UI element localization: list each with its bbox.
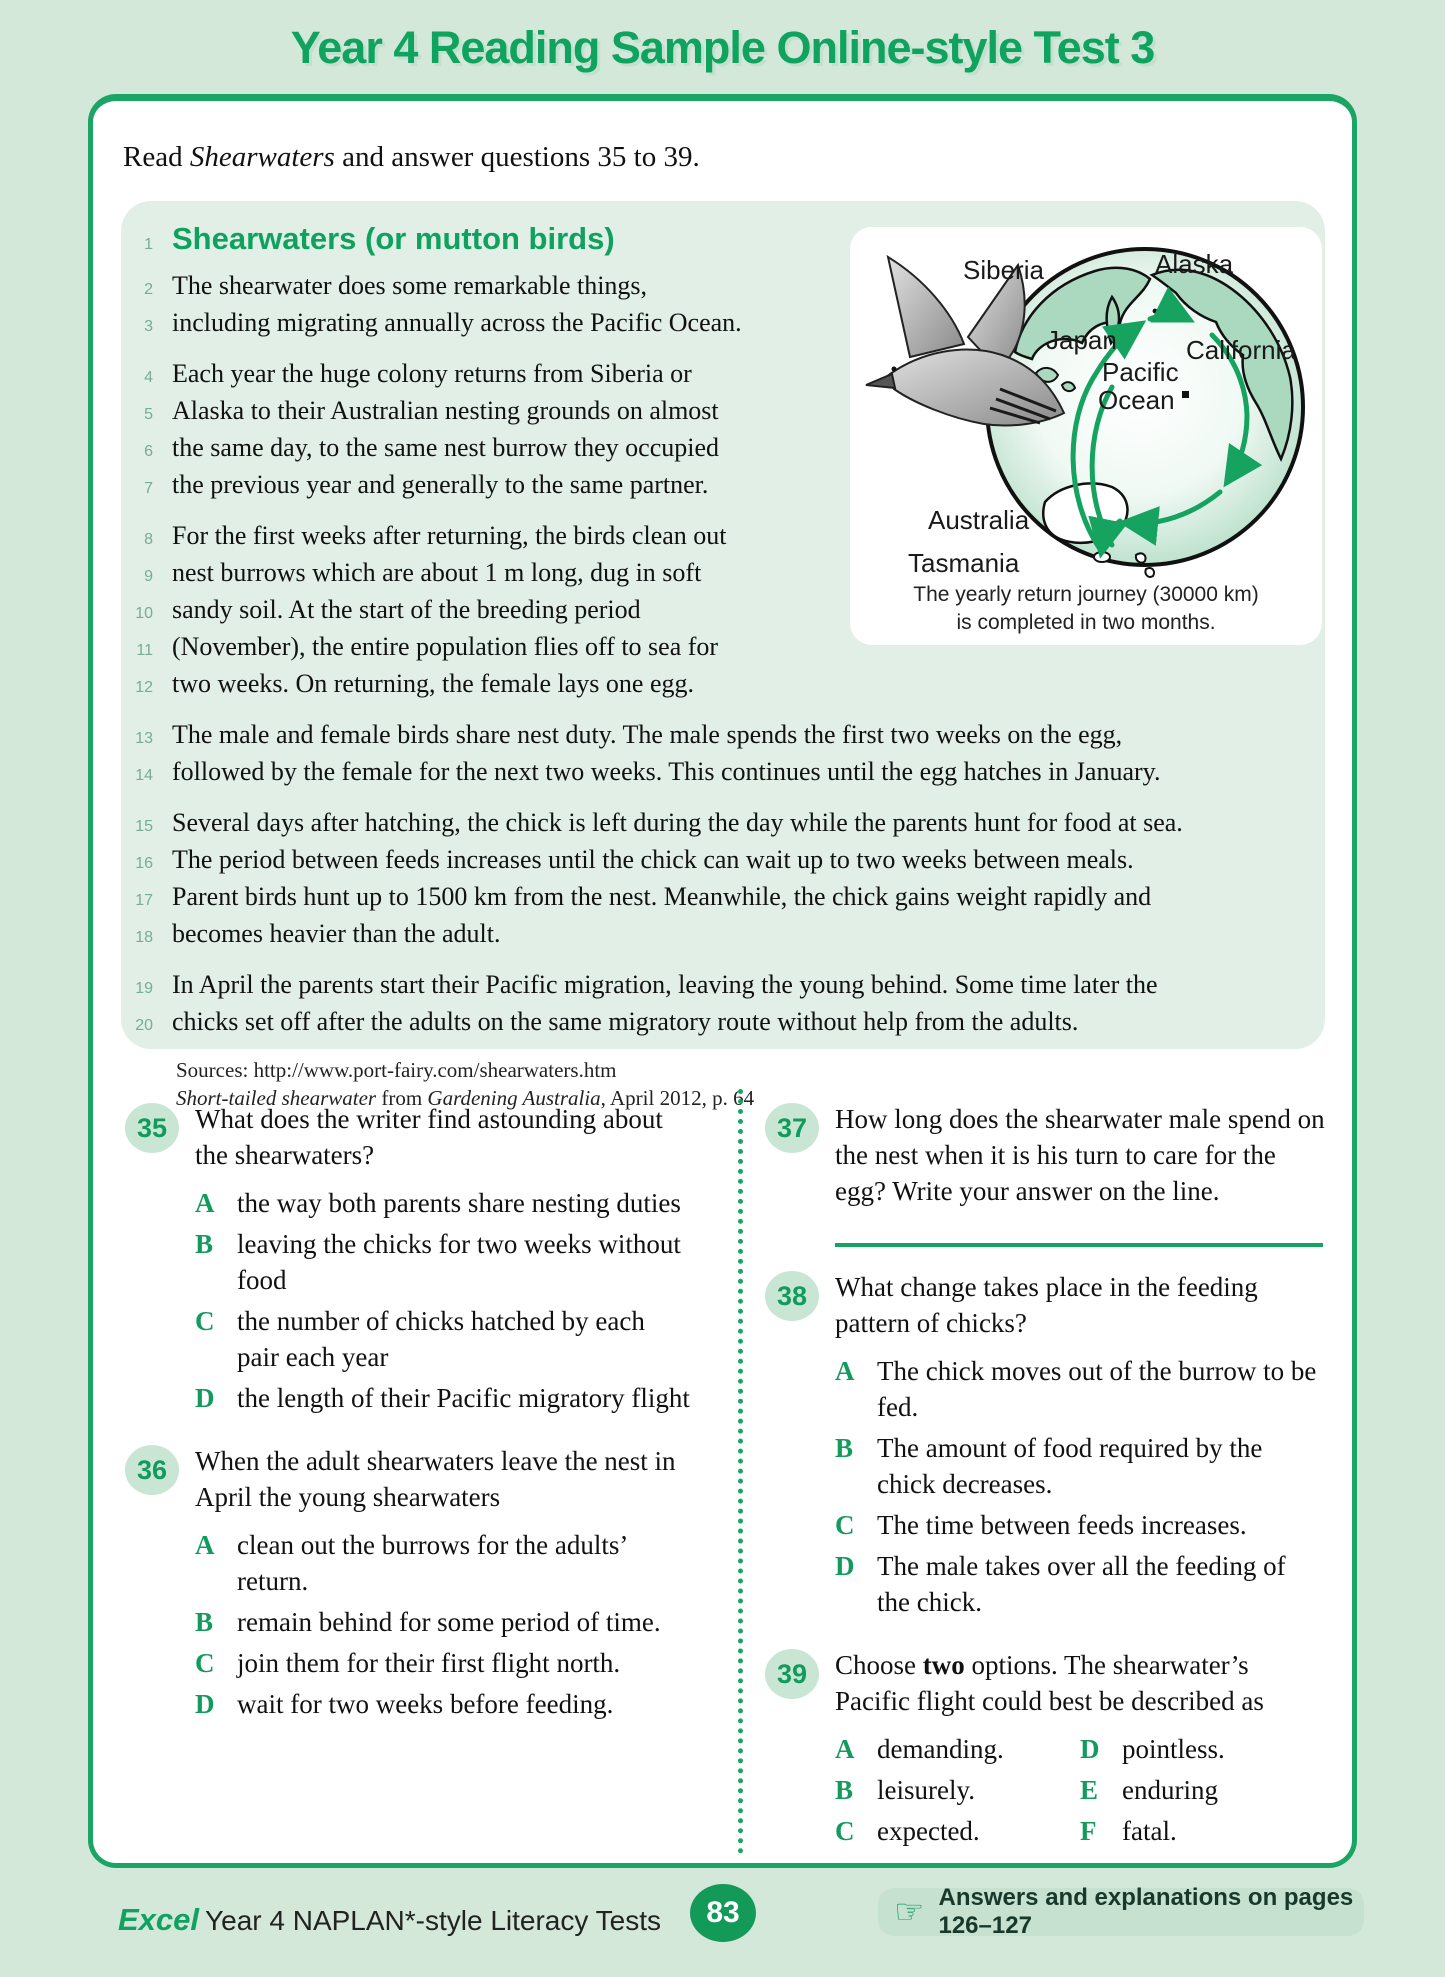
question-38 <box>765 1269 1325 1625</box>
passage-title-reference: Shearwaters <box>189 141 335 173</box>
option-letter: C <box>195 1648 215 1678</box>
line-number: 20 <box>135 1017 153 1034</box>
option-row <box>195 1185 693 1221</box>
option-text: The time between feeds increases. <box>877 1510 1247 1540</box>
question-35 <box>125 1101 715 1421</box>
option-row <box>195 1645 693 1681</box>
option-row <box>835 1548 1325 1620</box>
question-36 <box>125 1443 715 1727</box>
line-number: 1 <box>144 236 153 253</box>
option-text: leaving the chicks for two weeks without food <box>237 1229 681 1295</box>
line-number: 16 <box>135 855 153 872</box>
line-number: 12 <box>135 679 153 696</box>
passage-line <box>125 843 1325 880</box>
question-text-suffix: options. The shearwater’s Pacific flight could best be described as <box>835 1650 1264 1716</box>
pacific-ocean-marker <box>1182 391 1189 398</box>
question-text: When the adult shearwaters leave the nest in April the young shearwaters <box>195 1446 676 1512</box>
page-title: Year 4 Reading Sample Online-style Test 3 <box>290 22 1155 73</box>
option-row <box>835 1353 1325 1425</box>
option-letter: B <box>195 1607 214 1637</box>
option-letter: A <box>195 1188 215 1218</box>
option-letter: A <box>835 1356 855 1386</box>
passage-line <box>125 718 1325 755</box>
page-number-badge: 83 <box>690 1884 756 1942</box>
option-text: expected. <box>877 1816 980 1846</box>
option-row <box>1080 1772 1325 1808</box>
line-number: 13 <box>135 730 153 747</box>
option-letter: B <box>835 1433 854 1463</box>
line-number: 10 <box>135 605 153 622</box>
question-number-badge: 35 <box>125 1103 179 1153</box>
source-mid-text: from <box>376 1086 428 1110</box>
question-39 <box>765 1647 1325 1854</box>
option-row <box>195 1226 693 1298</box>
option-text: pointless. <box>1122 1734 1225 1764</box>
line-text: nest burrows which are about 1 m long, dug in soft <box>172 558 702 587</box>
map-label-siberia: Siberia <box>963 255 1044 285</box>
option-text: the number of chicks hatched by each pair each year <box>237 1306 645 1372</box>
map-label-california: California <box>1186 335 1296 365</box>
line-number: 18 <box>135 929 153 946</box>
option-row <box>195 1527 693 1599</box>
option-text: the way both parents share nesting duties <box>237 1188 681 1218</box>
question-text <box>835 1647 1325 1719</box>
line-number: 8 <box>144 531 153 548</box>
option-letter: D <box>195 1383 215 1413</box>
option-row <box>1080 1813 1325 1849</box>
option-letter: C <box>835 1816 855 1846</box>
option-letter: D <box>195 1689 215 1719</box>
option-text: wait for two weeks before feeding. <box>237 1689 614 1719</box>
intro-suffix: and answer questions 35 to 39. <box>334 141 700 173</box>
option-row <box>835 1813 1080 1849</box>
intro-prefix: Read <box>123 141 190 173</box>
line-text: becomes heavier than the adult. <box>172 919 501 948</box>
option-letter: D <box>1080 1734 1100 1764</box>
line-number: 19 <box>135 980 153 997</box>
question-text: What change takes place in the feeding pattern of chicks? <box>835 1272 1258 1338</box>
option-text: The male takes over all the feeding of the chick. <box>877 1551 1286 1617</box>
passage-line <box>125 917 1325 954</box>
line-number: 2 <box>144 281 153 298</box>
option-letter: A <box>195 1530 215 1560</box>
figure-caption <box>850 581 1322 637</box>
line-number: 17 <box>135 892 153 909</box>
source-publication: Gardening Australia <box>427 1086 601 1110</box>
line-number: 11 <box>136 642 153 659</box>
option-row <box>835 1430 1325 1502</box>
figure-caption-line-1: The yearly return journey (30000 km) <box>913 583 1259 606</box>
option-letter: B <box>195 1229 214 1259</box>
passage-line <box>125 880 1325 917</box>
land-australia <box>1043 483 1127 542</box>
option-letter: B <box>835 1775 854 1805</box>
option-text: The amount of food required by the chick decreases. <box>877 1433 1263 1499</box>
option-text: the length of their Pacific migratory flight <box>237 1383 690 1413</box>
option-row <box>835 1507 1325 1543</box>
option-text: fatal. <box>1122 1816 1177 1846</box>
content-panel <box>88 94 1357 1868</box>
answer-line[interactable] <box>835 1243 1323 1247</box>
figure-caption-line-2: is completed in two months. <box>956 611 1216 634</box>
passage-paragraph <box>125 968 1325 1042</box>
line-text: the same day, to the same nest burrow they occupied <box>172 433 720 462</box>
question-number-badge: 39 <box>765 1649 819 1699</box>
line-number: 6 <box>144 443 153 460</box>
passage-line <box>125 667 1325 704</box>
passage-line <box>125 1005 1325 1042</box>
line-text: Each year the huge colony returns from Siberia or <box>172 359 692 388</box>
question-text-prefix: Choose <box>835 1650 923 1680</box>
question-text: What does the writer find astounding about the shearwaters? <box>195 1104 663 1170</box>
line-text: sandy soil. At the start of the breeding period <box>172 595 641 624</box>
option-text: clean out the burrows for the adults’ return. <box>237 1530 627 1596</box>
line-text: Several days after hatching, the chick is left during the day while the parents hunt for food at sea. <box>172 808 1183 837</box>
excel-logo: Excel <box>118 1902 200 1937</box>
question-number-badge: 37 <box>765 1103 819 1153</box>
question-number-badge: 38 <box>765 1271 819 1321</box>
line-text: The male and female birds share nest duty. The male spends the first two weeks on the egg, <box>172 720 1123 749</box>
answers-note-text: Answers and explanations on pages 126–127 <box>938 1884 1354 1939</box>
line-number: 9 <box>144 568 153 585</box>
options-grid <box>835 1731 1325 1854</box>
intro-text <box>123 141 700 174</box>
questions-right-column <box>765 1101 1325 1876</box>
line-number: 15 <box>135 818 153 835</box>
migration-map-illustration <box>850 227 1322 607</box>
option-letter: C <box>195 1306 215 1336</box>
map-label-japan: Japan <box>1046 325 1117 355</box>
option-letter: F <box>1080 1816 1097 1846</box>
option-row <box>195 1686 693 1722</box>
option-text: enduring <box>1122 1775 1218 1805</box>
line-text: (November), the entire population flies off to sea for <box>172 632 719 661</box>
option-row <box>195 1604 693 1640</box>
option-row <box>195 1380 693 1416</box>
answers-note-pill <box>878 1884 1364 1939</box>
map-label-alaska: Alaska <box>1155 249 1234 279</box>
line-number: 4 <box>144 369 153 386</box>
map-label-tasmania: Tasmania <box>908 548 1020 578</box>
line-text: chicks set off after the adults on the same migratory route without help from the adults. <box>172 1007 1079 1036</box>
question-text-bold: two <box>922 1650 965 1680</box>
line-text: Alaska to their Australian nesting grounds on almost <box>172 396 719 425</box>
passage-line <box>125 806 1325 843</box>
option-text: leisurely. <box>877 1775 975 1805</box>
passage-paragraph <box>125 718 1325 792</box>
pointing-hand-icon: ☞ <box>894 1892 925 1932</box>
map-label-pacific: Pacific <box>1102 357 1179 387</box>
option-letter: D <box>835 1551 855 1581</box>
line-text: The shearwater does some remarkable things, <box>172 271 648 300</box>
line-text: two weeks. On returning, the female lays one egg. <box>172 669 695 698</box>
line-number: 14 <box>135 767 153 784</box>
line-number: 5 <box>144 406 153 423</box>
footer-brandline <box>118 1902 661 1938</box>
passage-line <box>125 755 1325 792</box>
map-label-australia: Australia <box>928 505 1030 535</box>
migration-figure <box>850 227 1322 645</box>
option-row <box>1080 1731 1325 1767</box>
line-text: including migrating annually across the Pacific Ocean. <box>172 308 742 337</box>
option-row <box>195 1303 693 1375</box>
option-letter: E <box>1080 1775 1099 1805</box>
question-number-badge: 36 <box>125 1445 179 1495</box>
option-letter: C <box>835 1510 855 1540</box>
passage-heading: Shearwaters (or mutton birds) <box>172 221 615 256</box>
passage-line <box>125 968 1325 1005</box>
option-letter: A <box>835 1734 855 1764</box>
option-text: join them for their first flight north. <box>237 1648 621 1678</box>
question-37 <box>765 1101 1325 1247</box>
passage-box <box>121 201 1325 1110</box>
option-row <box>835 1731 1080 1767</box>
line-text: The period between feeds increases until the chick can wait up to two weeks between meals. <box>172 845 1134 874</box>
line-text: For the first weeks after returning, the birds clean out <box>172 521 727 550</box>
line-number: 7 <box>144 480 153 497</box>
questions-column-divider <box>738 1089 743 1854</box>
option-text: The chick moves out of the burrow to be fed. <box>877 1356 1317 1422</box>
line-text: Parent birds hunt up to 1500 km from the nest. Meanwhile, the chick gains weight rapidly and <box>172 882 1152 911</box>
land-tasmania <box>1094 552 1110 562</box>
questions-left-column <box>125 1101 715 1749</box>
passage-paragraph <box>125 806 1325 954</box>
line-text: In April the parents start their Pacific migration, leaving the young behind. Some time later the <box>172 970 1158 999</box>
option-row <box>835 1772 1080 1808</box>
source-work-title: Short-tailed shearwater <box>176 1086 377 1110</box>
map-label-ocean: Ocean <box>1098 385 1175 415</box>
source-date-text: , April 2012, p. 64 <box>600 1086 755 1110</box>
line-text: followed by the female for the next two weeks. This continues until the egg hatches in January. <box>172 757 1161 786</box>
line-text: the previous year and generally to the same partner. <box>172 470 709 499</box>
line-number: 3 <box>144 318 153 335</box>
question-text: How long does the shearwater male spend on the nest when it is his turn to care for the egg? Write your answer on the line. <box>835 1104 1325 1206</box>
option-text: demanding. <box>877 1734 1004 1764</box>
footer-series-title: Year 4 NAPLAN*-style Literacy Tests <box>205 1905 661 1936</box>
sources-line-1: Sources: http://www.port-fairy.com/shearwaters.htm <box>176 1058 617 1082</box>
option-text: remain behind for some period of time. <box>237 1607 661 1637</box>
